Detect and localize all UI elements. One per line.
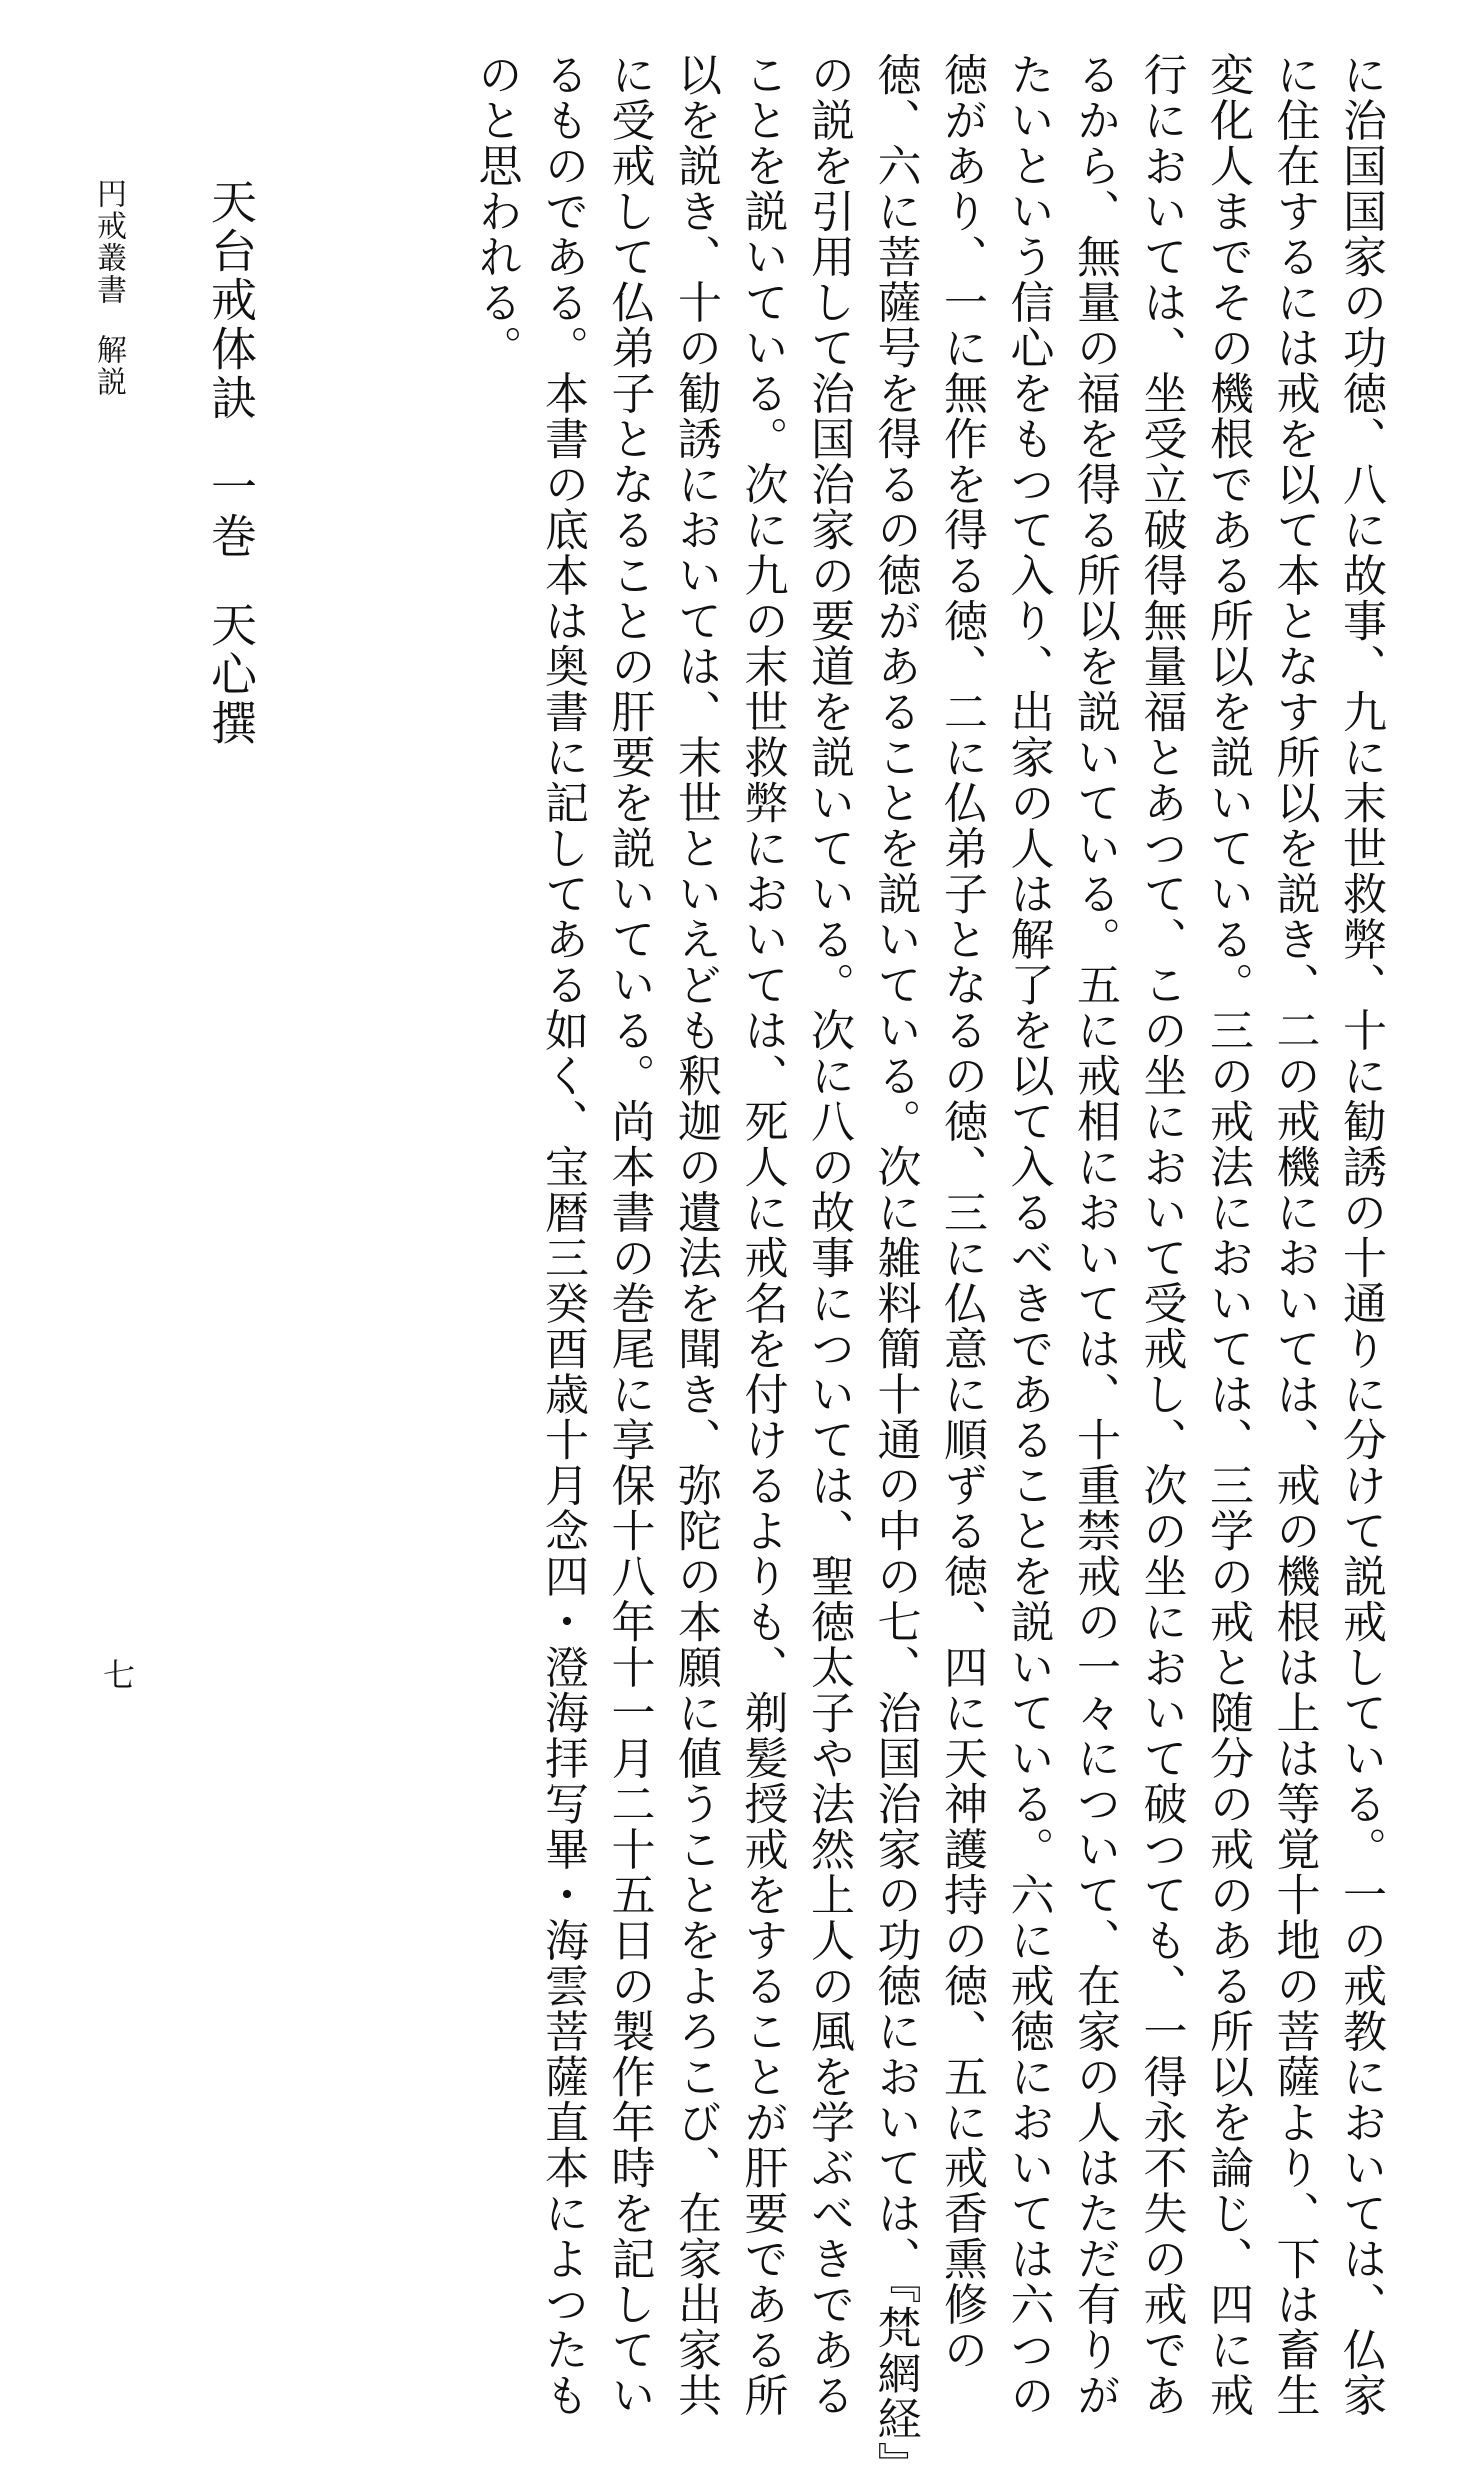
text-column: 行においては、坐受立破得無量福とあつて、この坐において受戒し、次の坐において破つても、一得永不失の戒であ bbox=[1135, 52, 1187, 2418]
section-heading bbox=[198, 178, 264, 748]
text-column: に治国国家の功徳、八に故事、九に末世救弊、十に勧誘の十通りに分けて説戒している。一の戒教においては、仏家 bbox=[1335, 52, 1386, 2418]
text-column: に受戒して仏弟子となることの肝要を説いている。尚本書の巻尾に享保十八年十一月二十五日の製作年時を記してい bbox=[603, 52, 655, 2418]
text-column: 変化人までその機根である所以を説いている。三の戒法においては、三学の戒と随分の戒のある所以を論じ、四に戒 bbox=[1202, 52, 1253, 2418]
text-column: の説を引用して治国治家の要道を説いている。次に八の故事については、聖徳太子や法然上人の風を学ぶべきである bbox=[803, 52, 854, 2418]
text-column: 以を説き、十の勧誘においては、末世といえども釈迦の遺法を聞き、弥陀の本願に値うことをよろこび、在家出家共 bbox=[670, 52, 721, 2418]
body-text bbox=[462, 52, 1393, 2487]
text-column: るものである。本書の底本は奥書に記してある如く、宝暦三癸酉歳十月念四・澄海拝写畢・海雲菩薩直本によつたも bbox=[537, 52, 588, 2418]
text-column: 徳があり、一に無作を得る徳、二に仏弟子となるの徳、三に仏意に順ずる徳、四に天神護持の徳、五に戒香熏修の bbox=[936, 52, 987, 2373]
heading-volumes: 一巻 bbox=[204, 463, 258, 561]
heading-author: 天心撰 bbox=[204, 601, 258, 748]
heading-title: 天台戒体訣 bbox=[204, 178, 258, 423]
series-title: 円戒叢書 bbox=[91, 178, 126, 306]
text-column: るから、無量の福を得る所以を説いている。五に戒相においては、十重禁戒の一々について、在家の人はただ有りが bbox=[1069, 52, 1120, 2418]
text-column: のと思われる。 bbox=[470, 52, 522, 371]
text-column: に住在するには戒を以て本となす所以を説き、二の戒機においては、戒の機根は上は等覚十地の菩薩より、下は畜生 bbox=[1268, 52, 1320, 2418]
text-column: 徳、六に菩薩号を得るの徳があることを説いている。次に雑料簡十通の中の七、治国治家の功徳においては、『梵網経』 bbox=[869, 52, 921, 2487]
page-number: 七 bbox=[98, 1658, 136, 1690]
text-column: ことを説いている。次に九の末世救弊においては、死人に戒名を付けるよりも、剃髪授戒をすることが肝要である所 bbox=[736, 52, 788, 2418]
running-title bbox=[86, 178, 130, 398]
section-label: 解説 bbox=[91, 334, 126, 398]
text-column: たいという信心をもつて入り、出家の人は解了を以て入るべきであることを説いている。六に戒徳においては六つの bbox=[1002, 52, 1054, 2418]
